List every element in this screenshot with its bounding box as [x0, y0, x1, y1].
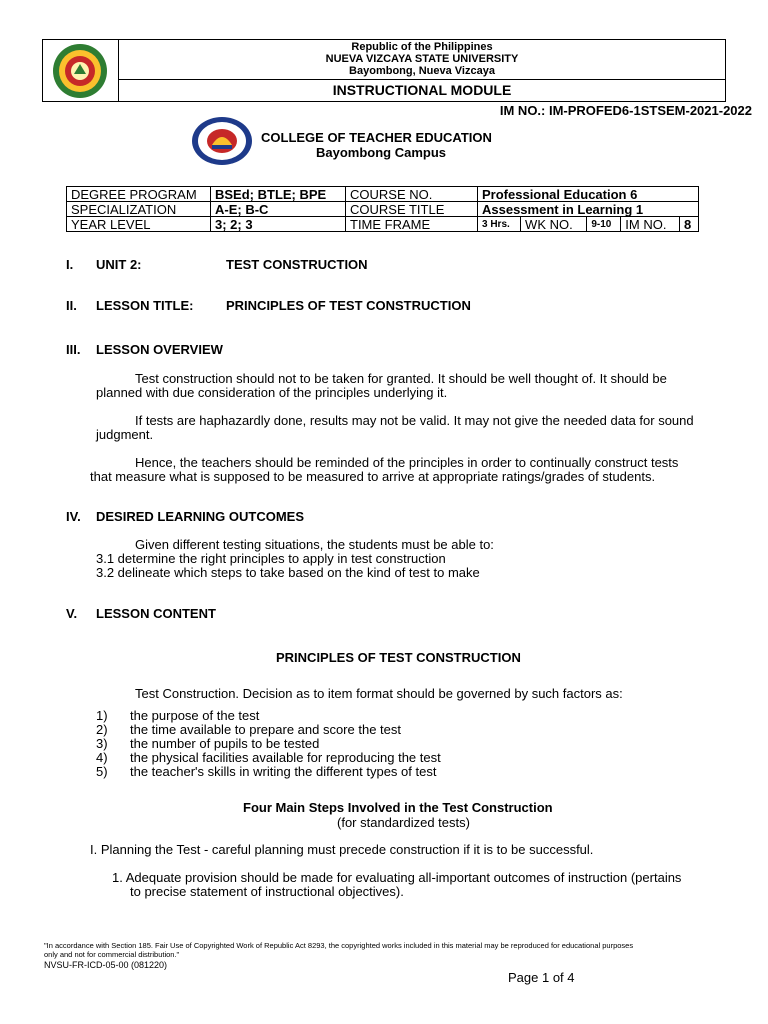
time-frame-value: 3 Hrs. [478, 217, 521, 232]
content-title: PRINCIPLES OF TEST CONSTRUCTION [276, 650, 521, 665]
university-location: Bayombong, Nueva Vizcaya [349, 65, 495, 77]
degree-label: DEGREE PROGRAM [67, 187, 211, 202]
republic-line: Republic of the Philippines [351, 41, 493, 53]
university-seal-cell [43, 40, 119, 101]
overview-p2-line2: judgment. [96, 427, 154, 442]
university-block [119, 40, 725, 80]
section-1-number: I. [66, 257, 74, 272]
im-value: 8 [679, 217, 698, 232]
year-level-label: YEAR LEVEL [67, 217, 211, 232]
steps-subtitle: (for standardized tests) [337, 815, 470, 830]
outcomes-intro: Given different testing situations, the students must be able to: [135, 537, 494, 552]
specialization-label: SPECIALIZATION [67, 202, 211, 217]
list-item: 5) the teacher's skills in writing the different types of test [96, 764, 437, 779]
form-code: NVSU-FR-ICD-05-00 (081220) [44, 960, 168, 970]
degree-value: BSEd; BTLE; BPE [211, 187, 346, 202]
section-3-number: III. [66, 342, 81, 357]
section-3-label: LESSON OVERVIEW [96, 342, 223, 357]
college-logo-icon [190, 115, 254, 167]
college-heading [261, 130, 492, 160]
overview-p3-line2: that measure what is supposed to be measured to arrive at appropriate ratings/grades of students. [90, 469, 656, 484]
section-5-label: LESSON CONTENT [96, 606, 216, 621]
section-2-label: LESSON TITLE: [96, 298, 194, 313]
im-label: IM NO. [621, 217, 680, 232]
list-item: 3) the number of pupils to be tested [96, 736, 320, 751]
year-level-value: 3; 2; 3 [211, 217, 346, 232]
table-row [67, 187, 699, 202]
overview-p3-line1: Hence, the teachers should be reminded of the principles in order to continually construct tests [135, 455, 679, 470]
list-item: 2) the time available to prepare and score the test [96, 722, 401, 737]
overview-p2-line1: If tests are haphazardly done, results may not be valid. It may not give the needed data for sound [135, 413, 694, 428]
copyright-note: "In accordance with Section 185. Fair Use of Copyrighted Work of Republic Act 8293, the copyrighted works included in this material may be reproduced for educational purposes only and not for commercial distribution." [44, 941, 634, 959]
week-value: 9-10 [587, 217, 621, 232]
time-frame-label: TIME FRAME [346, 217, 478, 232]
college-name: COLLEGE OF TEACHER EDUCATION [261, 130, 492, 145]
list-item: 1) the purpose of the test [96, 708, 260, 723]
step-1-heading: I. Planning the Test - careful planning must precede construction if it is to be successful. [90, 842, 594, 857]
module-title: INSTRUCTIONAL MODULE [332, 82, 512, 98]
overview-p1-line1: Test construction should not to be taken for granted. It should be well thought of. It should be [135, 371, 667, 386]
section-4-number: IV. [66, 509, 81, 524]
section-1-label: UNIT 2: [96, 257, 142, 272]
outcome-1: 3.1 determine the right principles to apply in test construction [96, 551, 446, 566]
step-1-item-1-line2: to precise statement of instructional objectives). [130, 884, 404, 899]
table-row [67, 202, 699, 217]
section-4-label: DESIRED LEARNING OUTCOMES [96, 509, 305, 524]
overview-p1-line2: planned with due consideration of the principles underlying it. [96, 385, 448, 400]
list-item: 4) the physical facilities available for reproducing the test [96, 750, 441, 765]
steps-title: Four Main Steps Involved in the Test Construction [243, 800, 553, 815]
course-info-table [66, 186, 699, 232]
course-no-value: Professional Education 6 [478, 187, 699, 202]
section-1-value: TEST CONSTRUCTION [226, 257, 368, 272]
header-box [42, 39, 726, 102]
table-row [67, 217, 699, 232]
university-name: NUEVA VIZCAYA STATE UNIVERSITY [325, 53, 519, 65]
course-title-label: COURSE TITLE [346, 202, 478, 217]
section-2-number: II. [66, 298, 77, 313]
im-number: IM NO.: IM-PROFED6-1STSEM-2021-2022 [499, 103, 752, 118]
specialization-value: A-E; B-C [211, 202, 346, 217]
factors-list [96, 709, 441, 779]
content-intro: Test Construction. Decision as to item format should be governed by such factors as: [135, 686, 623, 701]
course-title-value: Assessment in Learning 1 [478, 202, 699, 217]
course-no-label: COURSE NO. [346, 187, 478, 202]
university-seal-icon [43, 40, 118, 101]
section-2-value: PRINCIPLES OF TEST CONSTRUCTION [226, 298, 471, 313]
section-5-number: V. [66, 606, 78, 621]
step-1-item-1-line1: 1. Adequate provision should be made for evaluating all-important outcomes of instruction (pertains [112, 870, 682, 885]
outcome-2: 3.2 delineate which steps to take based on the kind of test to make [96, 565, 480, 580]
week-label: WK NO. [521, 217, 587, 232]
campus-name: Bayombong Campus [316, 145, 447, 160]
page-number: Page 1 of 4 [508, 970, 575, 985]
